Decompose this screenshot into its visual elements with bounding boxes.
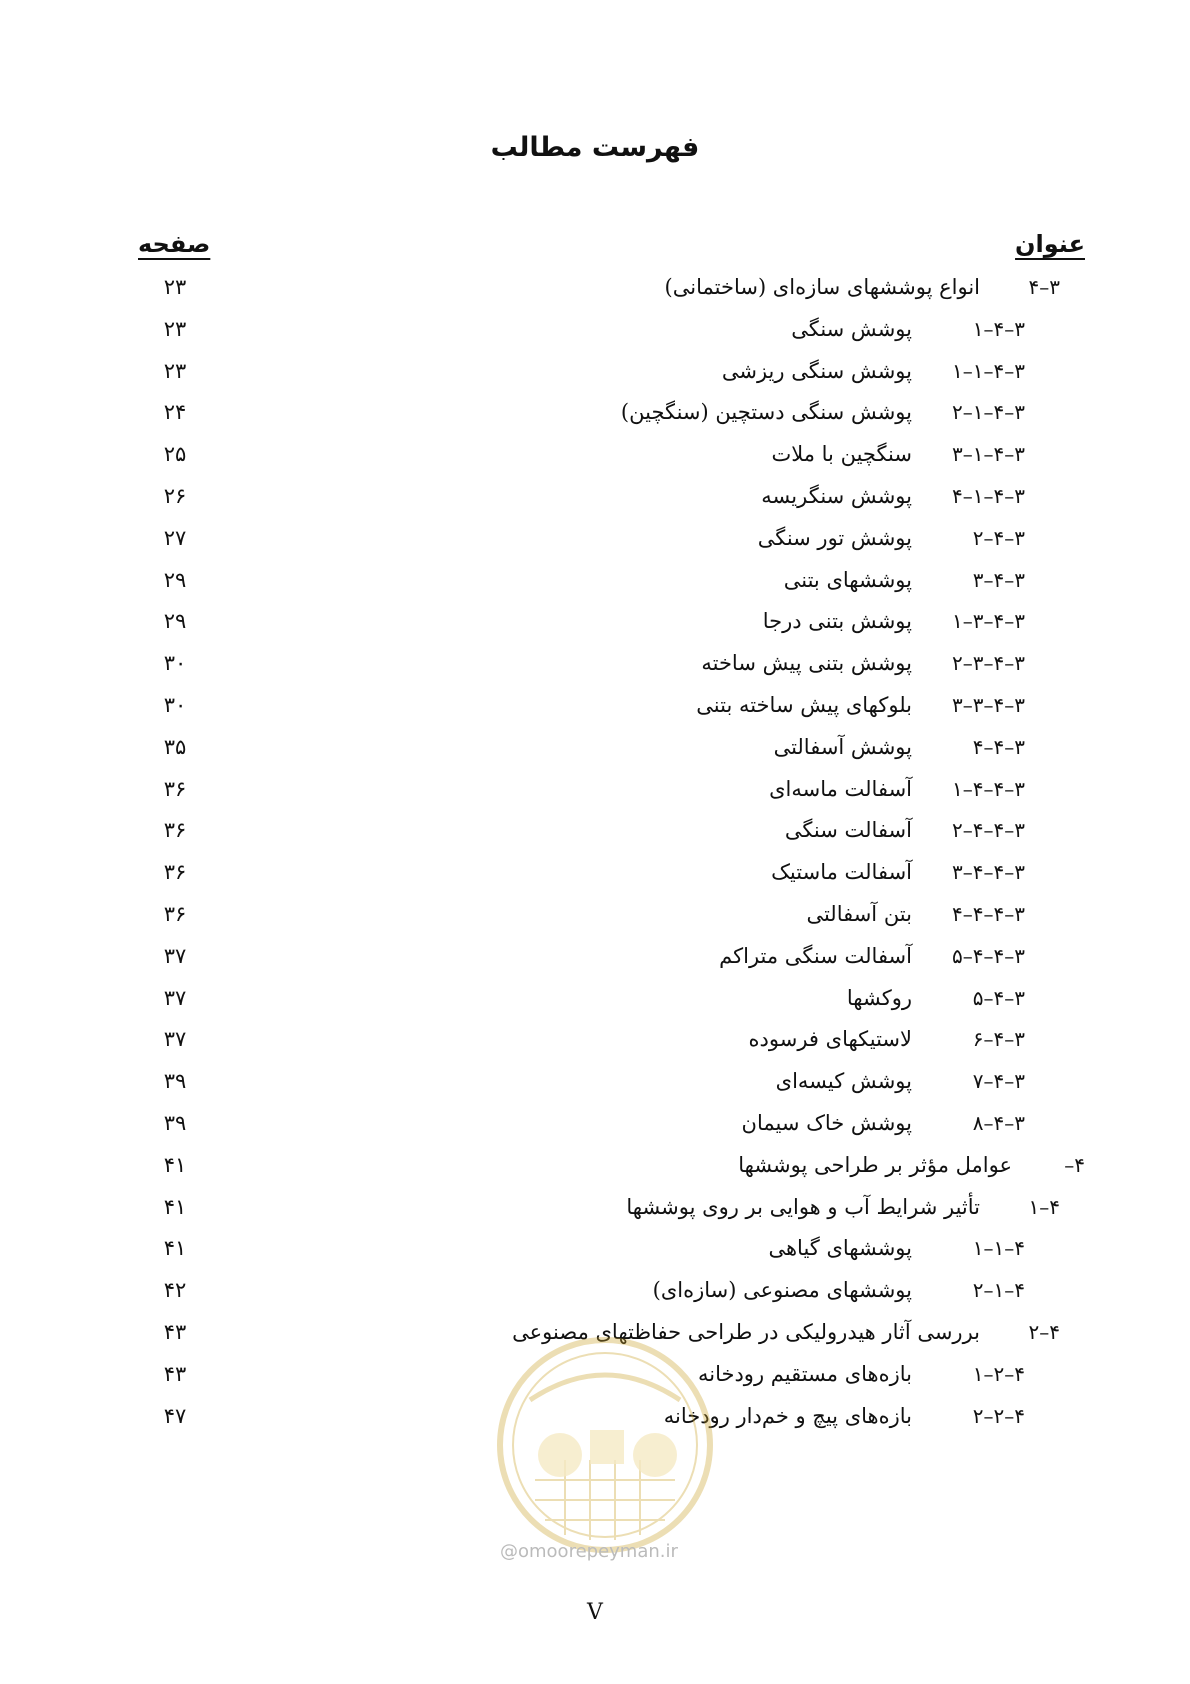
toc-entry: [0, 568, 1190, 613]
toc-entry-title: پوشش سنگریسه: [761, 484, 912, 508]
toc-entry-title: تأثیر شرایط آب و هوایی بر روی پوششها: [626, 1194, 980, 1219]
watermark-site-text: @omoorepeyman.ir: [500, 1541, 678, 1562]
toc-entry-title: پوشش خاک سیمان: [741, 1111, 912, 1135]
toc-entry-page: ۳۷: [163, 985, 187, 1010]
toc-entry-number: ۴–۱–۲: [972, 1278, 1025, 1303]
toc-entry: [0, 317, 1190, 362]
toc-entry-page: ۴۱: [163, 1152, 187, 1177]
toc-entry-page: ۴۲: [163, 1278, 187, 1303]
toc-entry: [0, 359, 1190, 404]
toc-entry-title: بلوکهای پیش ساخته بتنی: [696, 693, 912, 717]
toc-entry: [0, 944, 1190, 989]
toc-entry-page: ۲۳: [163, 358, 187, 383]
toc-entry-number: ۳–۴–۱–۲: [952, 400, 1025, 425]
toc-entry: [0, 1069, 1190, 1114]
toc-entry-title: پوشش کیسه‌ای: [775, 1069, 912, 1094]
toc-entry-number: ۳–۴–۴–۴: [952, 902, 1025, 926]
toc-entry-page: ۴۱: [163, 1194, 187, 1219]
toc-entry-title: پوشش بتنی پیش ساخته: [701, 651, 912, 676]
toc-entry-title: سنگچین با ملات: [771, 442, 912, 467]
toc-entry-number: ۳–۴–۸: [972, 1111, 1025, 1135]
toc-entry-page: ۲۵: [163, 442, 187, 467]
toc-entry: [0, 609, 1190, 654]
page-title: فهرست مطالب: [490, 132, 700, 163]
toc-entry-number: ۳–۴–۳: [972, 567, 1025, 592]
toc-entry-number: ۴–۲–۱: [972, 1361, 1025, 1386]
toc-entry-page: ۳۶: [163, 902, 187, 926]
toc-entry-number: ۳–۴–۴–۲: [952, 818, 1025, 843]
toc-entry: [0, 484, 1190, 529]
toc-entry-number: ۳–۴–۴–۳: [952, 860, 1025, 885]
toc-entry-number: ۳–۴–۷: [972, 1069, 1025, 1094]
page-number: V: [587, 1600, 603, 1625]
toc-entry-page: ۳۰: [163, 693, 187, 717]
toc-entry: [0, 735, 1190, 780]
toc-entry-title: بازه‌های پیچ و خم‌دار رودخانه: [663, 1403, 912, 1428]
toc-entry-page: ۳۰: [163, 651, 187, 676]
toc-entry-page: ۳۹: [163, 1111, 187, 1135]
toc-entry-number: ۳–۴–۳–۱: [952, 609, 1025, 634]
toc-entry: [0, 986, 1190, 1031]
toc-entry-title: انواع پوششهای سازه‌ای (ساختمانی): [664, 275, 980, 299]
toc-entry-page: ۲۶: [163, 484, 187, 508]
toc-entry-page: ۳۶: [163, 818, 187, 843]
toc-entry-number: ۳–۴–۵: [972, 985, 1025, 1010]
toc-entry-title: آسفالت ماسه‌ای: [769, 776, 912, 801]
toc-entry-page: ۳۹: [163, 1069, 187, 1094]
toc-entry-title: روکشها: [846, 985, 912, 1010]
watermark-stamp-icon: [490, 1330, 720, 1560]
toc-entry: [0, 860, 1190, 905]
toc-entry-number: ۳–۴–۴: [972, 734, 1025, 759]
toc-entry-number: ۳–۴–۴–۵: [952, 943, 1025, 968]
toc-entry-number: ۳–۴–۶: [972, 1027, 1025, 1052]
toc-entry-page: ۴۳: [163, 1320, 187, 1344]
toc-entry-title: بررسی آثار هیدرولیکی در طراحی حفاظتهای مصنوعی: [512, 1320, 980, 1344]
toc-entry-title: پوشش بتنی درجا: [762, 609, 912, 634]
toc-entry-page: ۳۶: [163, 860, 187, 885]
toc-entry-number: ۳–۴–۳–۳: [952, 693, 1025, 717]
toc-entry-page: ۴۳: [163, 1361, 187, 1386]
toc-entry: [0, 902, 1190, 947]
toc-entry-number: ۴–۱–۱: [972, 1236, 1025, 1261]
toc-entry-title: بازه‌های مستقیم رودخانه: [697, 1361, 912, 1386]
toc-entry-number: ۳–۴–۲: [972, 525, 1025, 550]
toc-entry-page: ۲۹: [163, 609, 187, 634]
toc-entry-title: آسفالت ماستیک: [771, 860, 912, 885]
toc-entry-title: آسفالت سنگی متراکم: [719, 943, 912, 968]
toc-entry: [0, 818, 1190, 863]
toc-entry-page: ۲۹: [163, 567, 187, 592]
toc-entry: [0, 442, 1190, 487]
toc-entry-title: لاستیکهای فرسوده: [748, 1027, 912, 1052]
toc-entry: [0, 1195, 1190, 1240]
toc-entry: [0, 1027, 1190, 1072]
toc-entry-page: ۴۷: [163, 1403, 187, 1428]
toc-entry-number: ۳–۴: [1028, 275, 1060, 299]
toc-entry: [0, 693, 1190, 738]
toc-entry-number: ۳–۴–۱–۳: [952, 442, 1025, 467]
toc-entry-number: ۳–۴–۴–۱: [952, 776, 1025, 801]
toc-entry-title: پوشش آسفالتی: [773, 734, 912, 759]
toc-entry: [0, 275, 1190, 320]
toc-entry-title: پوشش سنگی ریزشی: [721, 358, 912, 383]
toc-entry-page: ۳۷: [163, 943, 187, 968]
toc-entry-page: ۲۴: [163, 400, 187, 425]
toc-entry-number: ۴–۲: [1028, 1320, 1060, 1344]
toc-entry-page: ۲۷: [163, 525, 187, 550]
toc-entry-page: ۳۶: [163, 776, 187, 801]
toc-entry-title: پوششهای بتنی: [783, 567, 912, 592]
toc-entry: [0, 400, 1190, 445]
toc-entry: [0, 1278, 1190, 1323]
toc-entry-page: ۴۱: [163, 1236, 187, 1261]
toc-entry-title: پوششهای مصنوعی (سازه‌ای): [652, 1278, 912, 1303]
toc-entry-page: ۲۳: [163, 316, 187, 341]
toc-entry: [0, 1236, 1190, 1281]
toc-entry-number: ۳–۴–۱: [972, 316, 1025, 341]
toc-entry-title: پوشش سنگی دستچین (سنگچین): [620, 400, 912, 425]
toc-entry-page: ۳۵: [163, 734, 187, 759]
toc-entry-page: ۲۳: [163, 275, 187, 299]
toc-entry-number: ۴–۱: [1028, 1194, 1060, 1219]
toc-entry-number: ۴–۲–۲: [972, 1403, 1025, 1428]
toc-entry: [0, 1111, 1190, 1156]
toc-entry-title: بتن آسفالتی: [806, 902, 912, 926]
column-header-page: صفحه: [138, 230, 211, 258]
toc-entry-number: ۳–۴–۱–۴: [952, 484, 1025, 508]
column-header-title: عنوان: [1015, 230, 1085, 258]
toc-entry: [0, 651, 1190, 696]
toc-entry-title: پوشش تور سنگی: [757, 525, 912, 550]
toc-entry-page: ۳۷: [163, 1027, 187, 1052]
toc-entry-number: ۴–: [1064, 1152, 1085, 1177]
toc-entry: [0, 777, 1190, 822]
toc-entry-title: آسفالت سنگی: [784, 818, 912, 843]
toc-entry-number: ۳–۴–۱–۱: [952, 358, 1025, 383]
toc-entry-title: پوشش سنگی: [791, 316, 912, 341]
toc-entry-title: عوامل مؤثر بر طراحی پوششها: [738, 1152, 1012, 1177]
toc-entry-title: پوششهای گیاهی: [768, 1236, 912, 1261]
toc-entry-number: ۳–۴–۳–۲: [952, 651, 1025, 676]
toc-entry: [0, 1153, 1190, 1198]
toc-entry: [0, 526, 1190, 571]
